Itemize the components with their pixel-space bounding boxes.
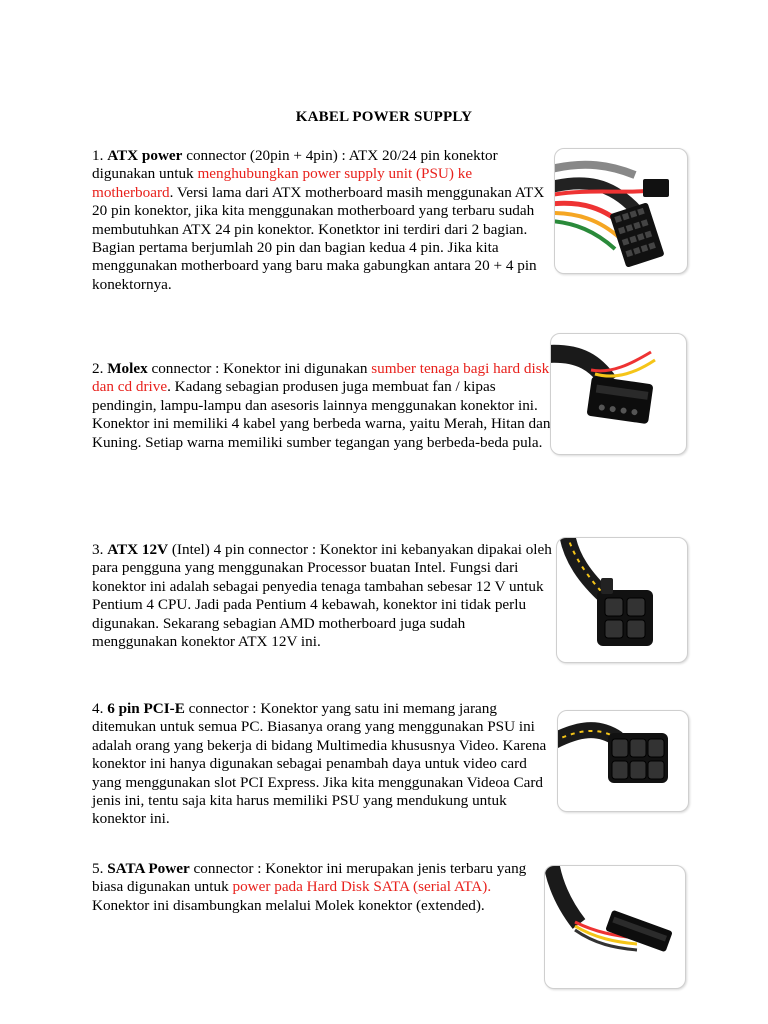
section-text: connector (20pin + 4pin) : ATX 20/24 pin konektor digunakan untuk: [92, 147, 498, 183]
atx-connector-image: [554, 148, 688, 274]
section-text: connector : Konektor ini digunakan: [147, 360, 372, 377]
section-text: connector : Konektor yang satu ini memang jarang ditemukan untuk semua PC. Biasanya orang yang menggunakan PSU ini adalah orang yang bekerja di bidang Multimedia khususnya Video. Karena konektor ini hanya digunakan sebagai penambah daya untuk video card yang menggunakan slot PCI Express. Jika kita menggunakan Videoa Card jenis ini, tentu saja kita harus memiliki PSU yang mendukung untuk konektor ini.: [92, 700, 547, 828]
section-number: 5.: [92, 860, 108, 877]
atx-connector-illustration: [555, 149, 687, 273]
connector-name: SATA Power: [107, 860, 190, 877]
highlight-text: sumber tenaga bagi hard disk dan cd drive: [92, 360, 550, 396]
molex-connector-image: [550, 333, 687, 455]
connector-name: ATX 12V: [107, 541, 169, 558]
section-atx-power: [92, 147, 552, 294]
highlight-text: menghubungkan power supply unit (PSU) ke motherboard: [92, 165, 473, 201]
section-number: 3.: [92, 541, 108, 558]
section-sata-power: [92, 860, 552, 915]
section-text: connector : Konektor ini merupakan jenis terbaru yang biasa digunakan untuk: [92, 860, 527, 896]
section-atx-12v: [92, 541, 552, 651]
atx12v-connector-image: [556, 537, 688, 663]
connector-name: ATX power: [107, 147, 183, 164]
section-number: 1.: [92, 147, 108, 164]
section-number: 4.: [92, 700, 108, 717]
highlight-text: power pada Hard Disk SATA (serial ATA).: [232, 878, 492, 896]
section-pci-e: [92, 700, 552, 829]
pci-e-connector-image: [557, 710, 689, 812]
atx12v-connector-illustration: [557, 538, 687, 662]
section-text-continued: Konektor ini disambungkan melalui Molek konektor (extended).: [92, 896, 485, 914]
sata-power-connector-image: [544, 865, 686, 989]
document-title: KABEL POWER SUPPLY: [295, 109, 473, 125]
pci-e-connector-illustration: [558, 711, 688, 811]
section-text: (Intel) 4 pin connector : Konektor ini kebanyakan dipakai oleh para pengguna yang menggunakan Processor buatan Intel. Fungsi dari konektor ini adalah sebagai penyedia tenaga tambahan sebesar 12 V untuk Pentium 4 CPU. Jadi pada Pentium 4 kebawah, konektor ini tidak perlu digunakan. Sekarang sebagian AMD motherboard juga sudah menggunakan konektor ATX 12V ini.: [92, 541, 552, 651]
section-text-continued: . Kadang sebagian produsen juga membuat fan / kipas pendingin, lampu-lampu dan asesoris lainnya menggunakan konektor ini. Konektor ini memiliki 4 kabel yang berbeda warna, yaitu Merah, Hitan dan Kuning. Setiap warna memiliki sumber tegangan yang berbeda-beda pula.: [92, 378, 551, 451]
connector-name: 6 pin PCI-E: [107, 700, 185, 717]
connector-name: Molex: [107, 360, 148, 377]
molex-connector-illustration: [551, 334, 686, 454]
section-text-continued: . Versi lama dari ATX motherboard masih menggunakan ATX 20 pin konektor, jika kita menggunakan motherboard yang terbaru sudah membutuhkan ATX 24 pin konektor. Konetktor ini terdiri dari 2 bagian. Bagian pertama berjumlah 20 pin dan bagian kedua 4 pin. Jika kita menggunakan motherboard yang baru maka gabungkan antara 20 + 4 pin konektornya.: [92, 183, 545, 293]
section-number: 2.: [92, 360, 108, 377]
section-molex: [92, 360, 552, 452]
sata-power-connector-illustration: [545, 866, 685, 988]
